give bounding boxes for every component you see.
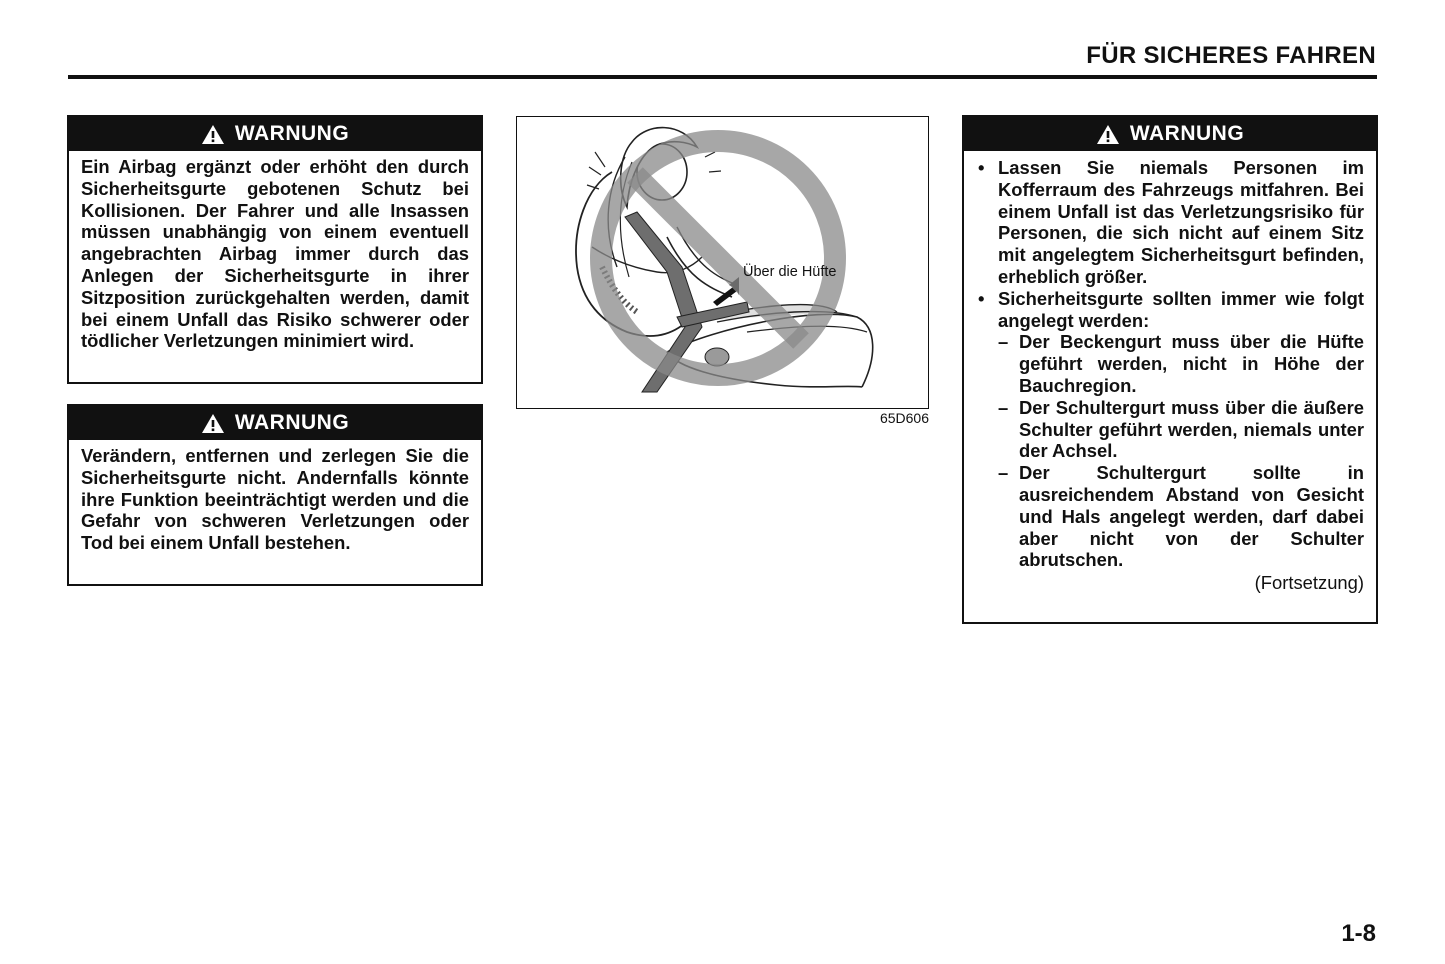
warning-triangle-icon [1096,124,1120,145]
warning-box-airbag [67,115,483,384]
dash-item: – Der Beckengurt muss über die Hüfte geführt werden, nicht in Höhe der Bauchregion. [998,331,1364,396]
bullet-item [976,288,1364,571]
warning-label: WARNUNG [234,122,350,145]
warning-text: Verändern, entfernen und zerlegen Sie die Sicherheitsgurte nicht. Andernfalls könnte ihre Funktion beeinträchtigt werden und die Gefahr von schweren Verletzungen oder Tod bei einem Unfall bestehen. [81,445,469,554]
seatbelt-illustration [516,116,929,409]
warning-header [69,117,481,151]
dash-item: – Der Schultergurt muss über die äußere Schulter geführt werden, niemals unter der Achsel. [998,397,1364,462]
warning-text [964,151,1376,600]
header-divider [68,75,1377,79]
warning-triangle-icon [201,124,225,145]
incorrect-seatbelt-drawing [517,117,929,409]
figure-code: 65D606 [879,410,929,426]
dash-item: – Der Schultergurt sollte in ausreichendem Abstand von Gesicht und Hals angelegt werden, darf dabei aber nicht von der Schulter abrutschen. [998,462,1364,571]
warning-box-seatbelt-usage [962,115,1378,624]
warning-header [69,406,481,440]
figure-callout: Über die Hüfte [743,264,837,280]
warning-triangle-icon [201,413,225,434]
warning-header [964,117,1376,151]
warning-label: WARNUNG [234,411,350,434]
dash-list [998,331,1364,571]
warning-text: Ein Airbag ergänzt oder erhöht den durch Sicherheitsgurte gebotenen Schutz bei Kollisionen. Der Fahrer und alle Insassen müssen unabhängig von einem eventuell angebrachten Airbag immer durch das Anlegen der Sicherheitsgurte in ihrer Sitzposition zurückgehalten werden, damit bei einem Unfall das Risiko schwerer oder tödlicher Verletzungen minimiert wird. [81,156,469,352]
warning-label: WARNUNG [1129,122,1245,145]
bullet-list [976,157,1364,571]
bullet-item-text: Sicherheitsgurte sollten immer wie folgt angelegt werden: [998,287,1364,331]
page-number: 1-8 [1341,920,1376,947]
warning-box-seatbelt-modify [67,404,483,586]
section-title: FÜR SICHERES FAHREN [1086,42,1376,69]
continuation-note: (Fortsetzung) [1254,572,1364,594]
bullet-item: • Lassen Sie niemals Personen im Kofferraum des Fahrzeugs mitfahren. Bei einem Unfall ist das Verletzungsrisiko für Personen, die sich nicht auf einem Sitz mit angelegtem Sicherheitsgurt befinden, erheblich größer. [976,157,1364,288]
